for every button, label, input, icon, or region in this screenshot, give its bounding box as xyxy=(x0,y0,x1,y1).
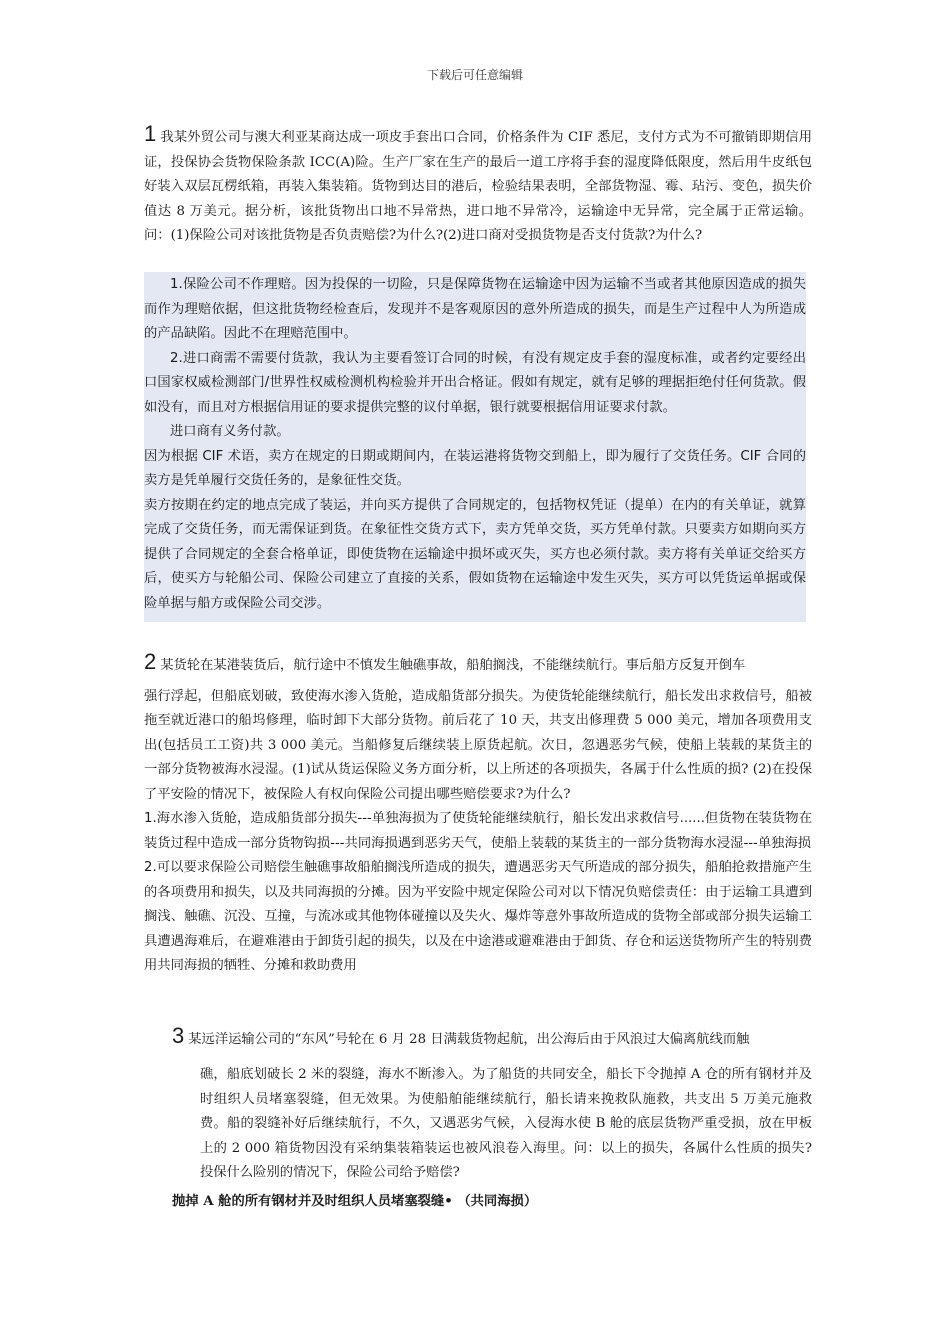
answer-paragraph: 抛掉 A 舱的所有钢材并及时组织人员堵塞裂缝• （共同海损） xyxy=(172,1194,538,1209)
answer-3 xyxy=(172,1190,812,1215)
question-1 xyxy=(144,121,812,249)
answer-1 xyxy=(144,273,806,616)
question-number: 2 xyxy=(144,649,157,674)
answer-paragraph: 因为根据 CIF 术语，卖方在规定的日期或期间内，在装运港将货物交到船上，即为履行了交货任务。CIF 合同的卖方是凭单履行交货任务的，是象征性交货。 xyxy=(144,448,806,488)
question-number: 1 xyxy=(144,121,157,146)
page-header: 下载后可任意编辑 xyxy=(426,68,523,82)
question-text: 某货轮在某港装货后，航行途中不慎发生触礁事故，船舶搁浅，不能继续航行。事后船方反复开倒车 xyxy=(160,658,746,673)
question-2 xyxy=(144,649,812,979)
answer-paragraph: 2.进口商需不需要付货款，我认为主要看签订合同的时候，有没有规定皮手套的湿度标准，或者约定要经出口国家权威检测部门/世界性权威检测机构检验并开出合格证。假如有规定，就有足够的理据拒绝付任何货款。假如没有，而且对方根据信用证的要求提供完整的议付单据，银行就要根据信用证要求付款。 xyxy=(144,350,806,415)
question-3 xyxy=(172,1023,814,1059)
question-text: 礁，船底划破长 2 米的裂缝，海水不断渗入。为了船货的共同安全，船长下令抛掉 A 仓的所有钢材并及时组织人员堵塞裂缝，但无效果。为使船舶能继续航行，船长请来挽救队施救，共支出 5 万美元施救费。船的裂缝补好后继续航行，不久，又遇恶劣气候，入侵海水使 B 舱的底层货物严重受损，放在甲板上的 2 000 箱货物因没有采纳集装箱装运也被风浪卷入海里。问：以上的损失，各属什么性质的损失?投保什么险别的情况下，保险公司给予赔偿? xyxy=(200,1067,812,1180)
answer-paragraph: 1.保险公司不作理赔。因为投保的一切险，只是保障货物在运输途中因为运输不当或者其他原因造成的损失而作为理赔依据，但这批货物经检查后，发现并不是客观原因的意外所造成的损失，而是生产过程中人为所造成的产品缺陷。因此不在理赔范围中。 xyxy=(144,277,806,341)
question-3-body xyxy=(200,1063,812,1186)
question-text: 某远洋运输公司的“东风”号轮在 6 月 28 日满载货物起航，出公海后由于风浪过大偏离航线而触 xyxy=(188,1032,750,1047)
answer-paragraph: 进口商有义务付款。 xyxy=(170,424,290,439)
question-text: 我某外贸公司与澳大利亚某商达成一项皮手套出口合同，价格条件为 CIF 悉尼，支付方式为不可撤销即期信用证，投保协会货物保险条款 ICC(A)险。生产厂家在生产的最后一道工序将手套的湿度降低限度，然后用牛皮纸包好装入双层瓦楞纸箱，再装入集装箱。货物到达目的港后，检验结果表明，全部货物湿、霉、玷污、变色，损失价值达 8 万美元。据分析，该批货物出口地不异常热，进口地不异常冷，运输途中无异常，完全属于正常运输。问：(1)保险公司对该批货物是否负责赔偿?为什么?(2)进口商对受损货物是否支付货款?为什么? xyxy=(144,130,812,243)
answer-paragraph: 2.可以要求保险公司赔偿生触礁事故船舶搁浅所造成的损失，遭遇恶劣天气所造成的部分损失，船舶抢救措施产生的各项费用和损失，以及共同海损的分摊。因为平安险中规定保险公司对以下情况负赔偿责任：由于运输工具遭到搁浅、触礁、沉没、互撞，与流冰或其他物体碰撞以及失火、爆炸等意外事故所造成的货物全部或部分损失运输工具遭遇海难后，在避难港由于卸货引起的损失，以及在中途港或避难港由于卸货、存仓和运送货物所产生的特别费用共同海损的牺牲、分摊和救助费用 xyxy=(144,860,812,973)
answer-paragraph: 1.海水渗入货舱，造成船货部分损失---单独海损为了使货轮能继续航行，船长发出求救信号......但货物在装货物在装货过程中造成一部分货物钩损---共同海损遇到恶劣天气，使船上装载的某货主的一部分货物海水浸湿---单独海损 xyxy=(144,811,812,851)
question-text: 强行浮起，但船底划破，致使海水渗入货舱，造成船货部分损失。为使货轮能继续航行，船长发出求救信号，船被拖至就近港口的船坞修理，临时卸下大部分货物。前后花了 10 天，共支出修理费 5 000 美元，增加各项费用支出(包括员工工资)共 3 000 美元。当船修复后继续装上原货起航。次日，忽遇恶劣气候，使船上装载的某货主的一部分货物被海水浸湿。(1)试从货运保险义务方面分析，以上所述的各项损失，各属于什么性质的损? (2)在投保了平安险的情况下，被保险人有权向保险公司提出哪些赔偿要求?为什么? xyxy=(144,688,812,802)
question-number: 3 xyxy=(172,1023,185,1048)
answer-paragraph: 卖方按期在约定的地点完成了装运，并向买方提供了合同规定的，包括物权凭证（提单）在内的有关单证，就算完成了交货任务，而无需保证到货。在象征性交货方式下，卖方凭单交货，买方凭单付款。只要卖方如期向买方提供了合同规定的全套合格单证，即使货物在运输途中损坏或灭失，买方也必须付款。卖方将有关单证交给买方后，使买方与轮船公司、保险公司建立了直接的关系，假如货物在运输途中发生灭失，买方可以凭货运单据或保险单据与船方或保险公司交涉。 xyxy=(144,497,806,611)
